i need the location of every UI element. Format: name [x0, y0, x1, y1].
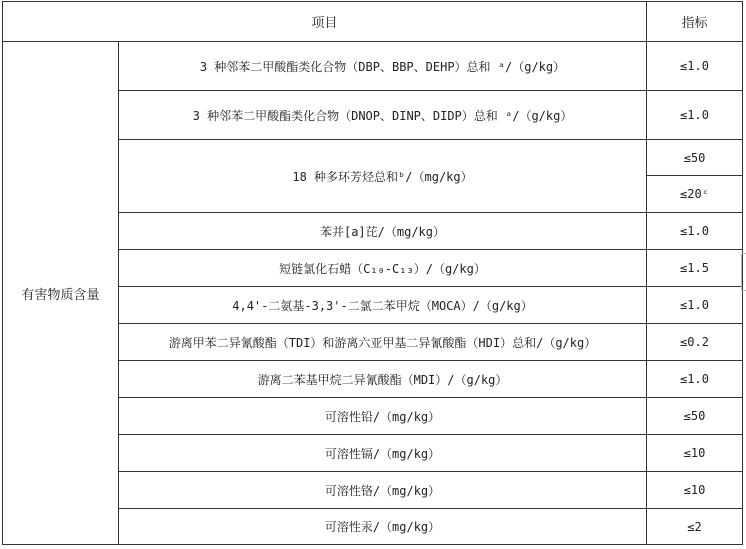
limit-cell: ≤1.0 [647, 287, 743, 324]
item-cell: 3 种邻苯二甲酸酯类化合物（DNOP、DINP、DIDP）总和 ᵃ/（g/kg） [119, 91, 647, 140]
item-cell: 游离甲苯二异氰酸酯（TDI）和游离六亚甲基二异氰酸酯（HDI）总和/（g/kg） [119, 324, 647, 361]
table-row [3, 42, 743, 91]
limit-cell: ≤20ᶜ [647, 176, 743, 213]
item-cell: 可溶性汞/（mg/kg） [119, 509, 647, 545]
item-cell: 苯并[a]芘/（mg/kg） [119, 213, 647, 250]
header-index: 指标 [647, 2, 743, 42]
cropped-edge-mark [741, 253, 746, 291]
limit-cell: ≤50 [647, 140, 743, 176]
limit-cell: ≤0.2 [647, 324, 743, 361]
hazardous-substance-table [2, 1, 743, 545]
item-cell: 可溶性镉/（mg/kg） [119, 435, 647, 472]
header-item: 项目 [3, 2, 647, 42]
limit-cell: ≤50 [647, 398, 743, 435]
item-cell: 游离二苯基甲烷二异氰酸酯（MDI）/（g/kg） [119, 361, 647, 398]
header-row [3, 2, 743, 42]
item-cell: 短链氯化石蜡（C₁₀-C₁₃）/（g/kg） [119, 250, 647, 287]
item-cell: 可溶性铅/（mg/kg） [119, 398, 647, 435]
limit-cell: ≤1.0 [647, 361, 743, 398]
limit-cell: ≤1.0 [647, 42, 743, 91]
item-cell: 18 种多环芳烃总和ᵇ/（mg/kg） [119, 140, 647, 213]
limit-cell: ≤1.5 [647, 250, 743, 287]
item-cell: 4,4'-二氨基-3,3'-二氯二苯甲烷（MOCA）/（g/kg） [119, 287, 647, 324]
item-cell: 3 种邻苯二甲酸酯类化合物（DBP、BBP、DEHP）总和 ᵃ/（g/kg） [119, 42, 647, 91]
limit-cell: ≤2 [647, 509, 743, 545]
category-label: 有害物质含量 [3, 42, 119, 545]
item-cell: 可溶性铬/（mg/kg） [119, 472, 647, 509]
limit-cell: ≤1.0 [647, 91, 743, 140]
limit-cell: ≤10 [647, 435, 743, 472]
limit-cell: ≤10 [647, 472, 743, 509]
limit-cell: ≤1.0 [647, 213, 743, 250]
